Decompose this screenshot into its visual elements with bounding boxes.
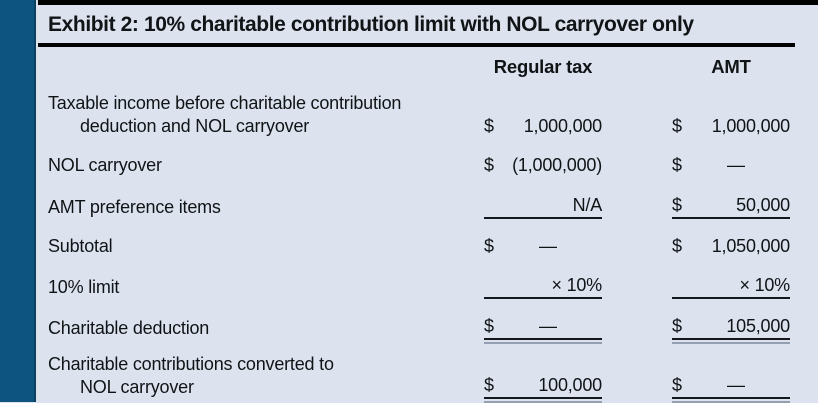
value-cell-amt — [672, 154, 790, 177]
value-cell-amt — [672, 235, 790, 258]
dollar-sign: $ — [484, 375, 494, 395]
cell-value: 100,000 — [538, 375, 602, 395]
dollar-sign: $ — [672, 236, 682, 256]
table-row — [38, 154, 818, 177]
cell-value: — — [727, 155, 745, 175]
value-cell-regular-tax — [484, 374, 602, 399]
dollar-sign: $ — [672, 316, 682, 336]
exhibit-title: Exhibit 2: 10% charitable contribution limit with NOL carryover only — [48, 13, 694, 36]
row-label-line1: 10% limit — [48, 277, 120, 297]
row-label-line1: Subtotal — [48, 236, 113, 256]
row-label-line1: Taxable income before charitable contribution — [48, 93, 402, 113]
dollar-sign: $ — [484, 155, 494, 175]
cell-value: × 10% — [739, 275, 790, 295]
row-label-line1: Charitable deduction — [48, 318, 210, 338]
row-label — [48, 317, 414, 340]
cell-value: (1,000,000) — [512, 155, 602, 175]
value-cell-regular-tax — [484, 154, 602, 177]
exhibit-table — [38, 92, 818, 399]
cell-value: — — [539, 316, 557, 336]
dollar-sign: $ — [672, 195, 682, 215]
title-rule — [38, 43, 795, 47]
cell-value: N/A — [572, 195, 602, 215]
cell-value: 50,000 — [736, 195, 790, 215]
value-cell-amt — [672, 315, 790, 340]
table-row — [38, 235, 818, 258]
column-header-regular-tax: Regular tax — [493, 56, 593, 77]
value-cell-amt — [672, 194, 790, 219]
cell-value: 1,050,000 — [711, 236, 790, 256]
value-cell-amt — [672, 374, 790, 399]
column-header-row — [38, 55, 818, 78]
dollar-sign: $ — [672, 155, 682, 175]
row-label-line1: Charitable contributions converted to — [48, 354, 334, 374]
table-row — [38, 194, 818, 219]
row-label — [48, 276, 414, 299]
cell-value: × 10% — [551, 275, 602, 295]
exhibit-panel — [38, 5, 818, 402]
value-cell-regular-tax — [484, 235, 602, 258]
cell-value: 105,000 — [726, 316, 790, 336]
table-row — [38, 274, 818, 299]
value-cell-amt — [672, 115, 790, 138]
cell-value: — — [539, 236, 557, 256]
dollar-sign: $ — [484, 236, 494, 256]
row-label — [48, 196, 414, 219]
row-label — [48, 235, 414, 258]
dollar-sign: $ — [672, 116, 682, 136]
value-cell-regular-tax — [484, 115, 602, 138]
cell-value: 1,000,000 — [523, 116, 602, 136]
row-label-line1: NOL carryover — [48, 155, 162, 175]
row-label-line2: deduction and NOL carryover — [80, 116, 310, 136]
row-label-line1: AMT preference items — [48, 197, 221, 217]
dollar-sign: $ — [484, 316, 494, 336]
accent-bar — [0, 0, 36, 402]
dollar-sign: $ — [484, 116, 494, 136]
row-label — [48, 154, 414, 177]
table-row — [38, 353, 818, 399]
value-cell-regular-tax — [484, 274, 602, 299]
row-label-line2: NOL carryover — [80, 377, 194, 397]
value-cell-regular-tax — [484, 315, 602, 340]
row-label — [48, 353, 414, 399]
value-cell-regular-tax — [484, 194, 602, 219]
cell-value: 1,000,000 — [711, 116, 790, 136]
cell-value: — — [727, 375, 745, 395]
table-row — [38, 315, 818, 340]
value-cell-amt — [672, 274, 790, 299]
dollar-sign: $ — [672, 375, 682, 395]
row-label — [48, 92, 414, 138]
table-row — [38, 92, 818, 138]
column-header-amt: AMT — [711, 56, 751, 77]
